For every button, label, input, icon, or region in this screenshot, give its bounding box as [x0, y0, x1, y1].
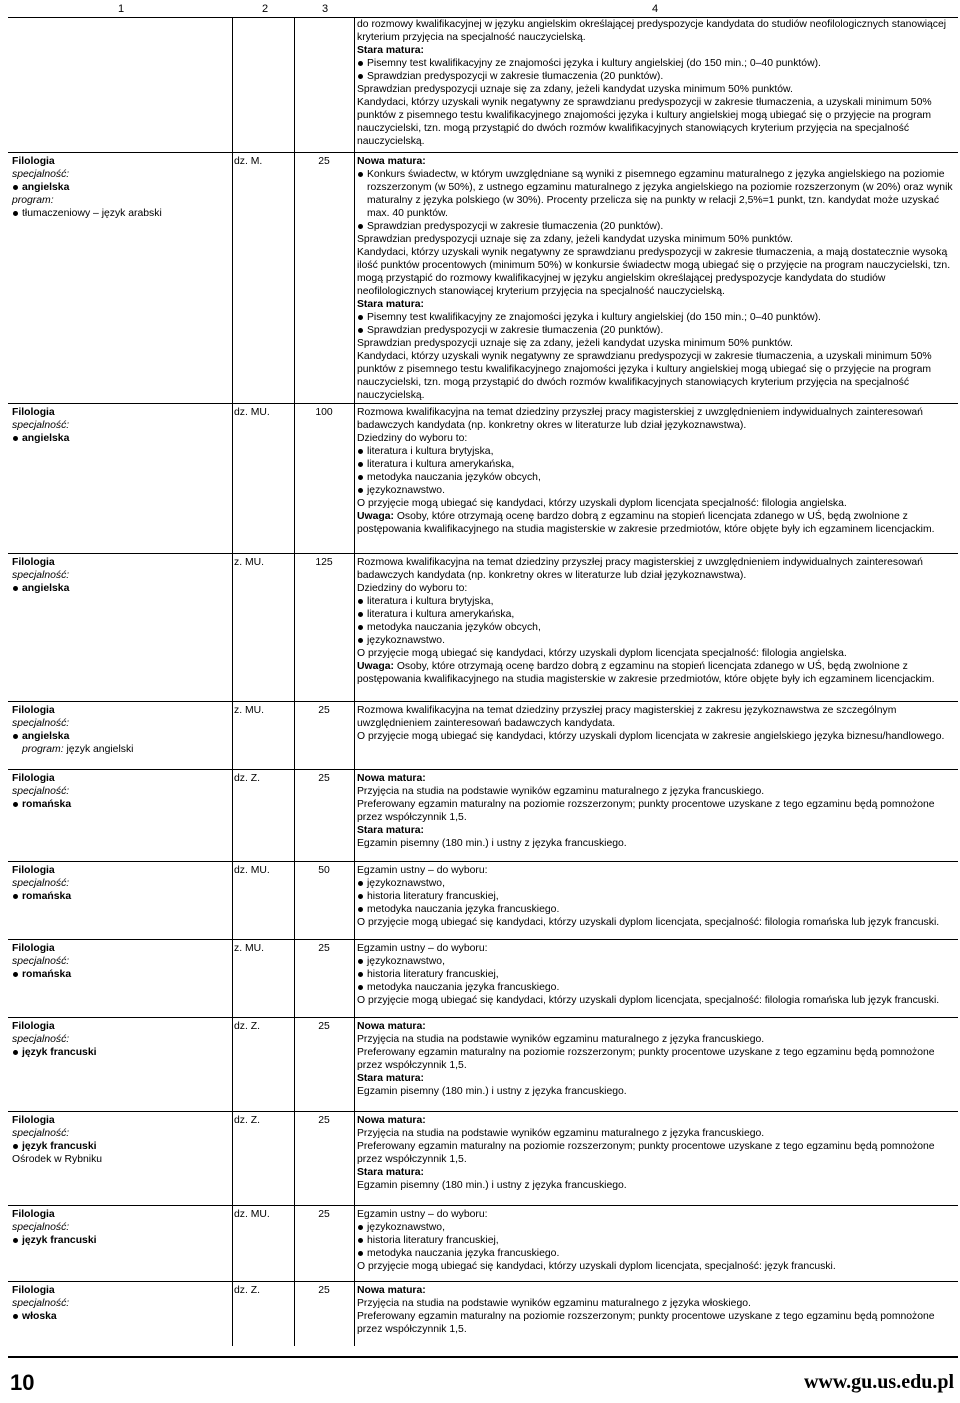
specialty-label: specjalność: [12, 1222, 70, 1233]
study-mode: z. MU. [234, 943, 265, 954]
study-mode: dz. MU. [234, 1209, 270, 1220]
study-mode: dz. MU. [234, 407, 270, 418]
paragraph: Dziedziny do wyboru to: [357, 583, 468, 594]
specialty-label: specjalność: [12, 956, 70, 967]
page-footer [0, 1356, 960, 1403]
faculty-name: Filologia [12, 407, 55, 418]
list-item: metodyka nauczania języka francuskiego. [357, 981, 956, 994]
paragraph: Przyjęcia na studia na podstawie wyników egzaminu maturalnego z języka francuskiego. [357, 1128, 765, 1139]
faculty-name: Filologia [12, 1285, 55, 1296]
list-item: historia literatury francuskiej, [357, 1234, 956, 1247]
specialty-name: angielska [12, 582, 232, 595]
paragraph: O przyjęcie mogą ubiegać się kandydaci, którzy uzyskali dyplom licencjata, specjalność: filologia romańska lub język francuski. [357, 917, 940, 928]
specialty-name: romańska [12, 798, 232, 811]
paragraph: Przyjęcia na studia na podstawie wyników egzaminu maturalnego z języka francuskiego. [357, 786, 765, 797]
specialty-name: romańska [12, 890, 232, 903]
specialty-label: specjalność: [12, 570, 70, 581]
list-item: językoznawstwo. [357, 484, 956, 497]
requirements-cell [357, 1020, 956, 1098]
specialty-name: włoska [12, 1310, 232, 1323]
faculty-cell [12, 406, 232, 445]
faculty-name: Filologia [12, 557, 55, 568]
paragraph: Egzamin pisemny (180 min.) i ustny z języka francuskiego. [357, 838, 627, 849]
list-item: literatura i kultura amerykańska, [357, 458, 956, 471]
list-item: Pisemny test kwalifikacyjny ze znajomości języka i kultury angielskiej (do 150 min.; 0–40 punktów). [357, 57, 956, 70]
paragraph: Dziedziny do wyboru to: [357, 433, 468, 444]
paragraph: do rozmowy kwalifikacyjnej w języku angielskim określającej predyspozycje kandydata do studiów neofilologicznych stanowiącej kryterium przyjęcia na specjalność nauczycielską. [357, 19, 947, 43]
list-item: językoznawstwo, [357, 1221, 956, 1234]
program-name: język angielski [66, 744, 134, 755]
list-item: Pisemny test kwalifikacyjny ze znajomości języka i kultury angielskiej (do 150 min.; 0–40 punktów). [357, 311, 956, 324]
paragraph: Rozmowa kwalifikacyjna na temat dziedziny przyszłej pracy magisterskiej z zakresu językoznawstwa ze szczególnym uwzględnieniem zainteresowań badawczych kandydata. [357, 705, 897, 729]
faculty-name: Filologia [12, 1115, 55, 1126]
places-count: 25 [318, 1021, 330, 1032]
program-line [12, 743, 232, 756]
faculty-cell [12, 556, 232, 595]
study-mode: z. MU. [234, 705, 265, 716]
faculty-cell [12, 1284, 232, 1323]
places-count: 25 [318, 943, 330, 954]
study-mode: z. MU. [234, 557, 265, 568]
places-count: 25 [318, 705, 330, 716]
footer-rule [8, 1356, 958, 1358]
requirements-cell [357, 1284, 956, 1336]
requirements-cell [357, 704, 956, 743]
note-paragraph [357, 510, 956, 536]
section-label: Stara matura: [357, 825, 424, 836]
list-item: językoznawstwo, [357, 955, 956, 968]
list-item: Sprawdzian predyspozycji w zakresie tłumaczenia (20 punktów). [357, 220, 956, 233]
location-note: Ośrodek w Rybniku [12, 1154, 103, 1165]
faculty-cell [12, 155, 232, 220]
section-label: Nowa matura: [357, 156, 426, 167]
section-label: Nowa matura: [357, 1285, 426, 1296]
paragraph: Sprawdzian predyspozycji uznaje się za zdany, jeżeli kandydat uzyska minimum 50% punktów. [357, 234, 793, 245]
footer-url[interactable]: www.gu.us.edu.pl [803, 1371, 954, 1393]
specialty-name: język francuski [12, 1234, 232, 1247]
note-text: Osoby, które otrzymają ocenę bardzo dobrą z egzaminu na stopień licencjata zdanego w UŚ, będą zwolnione z postępowania kwalifikacyjnego na studia magisterskie w zakresie przedmiotów, które objęte były ich egzaminem licencjackim. [357, 511, 935, 535]
specialty-label: specjalność: [12, 1034, 70, 1045]
list-item: historia literatury francuskiej, [357, 968, 956, 981]
faculty-cell [12, 1114, 232, 1166]
paragraph: Kandydaci, którzy uzyskali wynik negatywny ze sprawdzianu predyspozycji w zakresie tłumaczenia, a uzyskali minimum 50% punktów z pisemnego testu kwalifikacyjnego znajomości języka i kultury angielskiej mogą ubiegać się o przyjęcie na program nauczycielski, tzn. mogą przystąpić do dwóch rozmów kwalifikacyjnych stanowiących kryterium przyjęcia na specjalność nauczycielską. [357, 97, 932, 147]
requirements-cell [357, 406, 956, 536]
specialty-label: specjalność: [12, 169, 70, 180]
row-divider [8, 403, 958, 404]
paragraph: O przyjęcie mogą ubiegać się kandydaci, którzy uzyskali dyplom licencjata w zakresie angielskiego języka biznesu/handlowego. [357, 731, 945, 742]
paragraph: Przyjęcia na studia na podstawie wyników egzaminu maturalnego z języka francuskiego. [357, 1034, 765, 1045]
section-label: Stara matura: [357, 1167, 424, 1178]
paragraph: Egzamin pisemny (180 min.) i ustny z języka francuskiego. [357, 1086, 627, 1097]
list-item: Sprawdzian predyspozycji w zakresie tłumaczenia (20 punktów). [357, 70, 956, 83]
paragraph: Rozmowa kwalifikacyjna na temat dziedziny przyszłej pracy magisterskiej z uwzględnieniem indywidualnych zainteresowań badawczych kandydata (np. konkretny okres w literaturze lub dział językoznawstwa). [357, 557, 923, 581]
column-header-4: 4 [652, 3, 659, 15]
paragraph: Rozmowa kwalifikacyjna na temat dziedziny przyszłej pracy magisterskiej z uwzględnieniem indywidualnych zainteresowań badawczych kandydata (np. konkretny okres w literaturze lub dział językoznawstwa). [357, 407, 923, 431]
faculty-name: Filologia [12, 773, 55, 784]
program-name: tłumaczeniowy – język arabski [12, 207, 232, 220]
places-count: 100 [315, 407, 333, 418]
paragraph: Sprawdzian predyspozycji uznaje się za zdany, jeżeli kandydat uzyska minimum 50% punktów. [357, 84, 793, 95]
faculty-cell [12, 1208, 232, 1247]
column-header-1: 1 [118, 3, 125, 15]
specialty-label: specjalność: [12, 786, 70, 797]
section-label: Stara matura: [357, 45, 424, 56]
study-mode: dz. Z. [234, 1285, 260, 1296]
specialty-name: język francuski [12, 1140, 232, 1153]
row-divider [8, 1205, 958, 1206]
paragraph: Egzamin ustny – do wyboru: [357, 865, 488, 876]
list-item: językoznawstwo. [357, 634, 956, 647]
faculty-name: Filologia [12, 1021, 55, 1032]
section-label: Stara matura: [357, 1073, 424, 1084]
admission-table [8, 18, 958, 1346]
paragraph: Sprawdzian predyspozycji uznaje się za zdany, jeżeli kandydat uzyska minimum 50% punktów. [357, 338, 793, 349]
faculty-cell [12, 864, 232, 903]
list-item: językoznawstwo, [357, 877, 956, 890]
section-label: Nowa matura: [357, 773, 426, 784]
note-text: Osoby, które otrzymają ocenę bardzo dobrą z egzaminu na stopień licencjata zdanego w UŚ, będą zwolnione z postępowania kwalifikacyjnego na studia magisterskie w zakresie przedmiotów, które objęte były ich egzaminem licencjackim. [357, 661, 935, 685]
requirements-cell [357, 772, 956, 850]
list-item: metodyka nauczania języka francuskiego. [357, 903, 956, 916]
row-divider [8, 553, 958, 554]
requirements-cell [357, 556, 956, 686]
places-count: 125 [315, 557, 333, 568]
faculty-name: Filologia [12, 156, 55, 167]
study-mode: dz. M. [234, 156, 263, 167]
study-mode: dz. Z. [234, 773, 260, 784]
faculty-name: Filologia [12, 943, 55, 954]
paragraph: O przyjęcie mogą ubiegać się kandydaci, którzy uzyskali dyplom licencjata, specjalność: filologia romańska lub język francuski. [357, 995, 940, 1006]
requirements-cell [357, 18, 956, 148]
faculty-cell [12, 942, 232, 981]
note-paragraph [357, 660, 956, 686]
row-divider [8, 1281, 958, 1282]
places-count: 25 [318, 156, 330, 167]
faculty-name: Filologia [12, 1209, 55, 1220]
requirements-cell [357, 1114, 956, 1192]
paragraph: Preferowany egzamin maturalny na poziomie rozszerzonym; punkty procentowe uzyskane z tego egzaminu będą pomnożone przez współczynnik 1,5. [357, 1047, 935, 1071]
specialty-label: specjalność: [12, 718, 70, 729]
program-label: program: [12, 195, 54, 206]
paragraph: O przyjęcie mogą ubiegać się kandydaci, którzy uzyskali dyplom licencjata specjalność: filologia angielska. [357, 498, 847, 509]
specialty-label: specjalność: [12, 1298, 70, 1309]
page-number: 10 [10, 1370, 35, 1395]
row-divider [8, 861, 958, 862]
paragraph: Egzamin ustny – do wyboru: [357, 1209, 488, 1220]
study-mode: dz. Z. [234, 1115, 260, 1126]
list-item: metodyka nauczania języków obcych, [357, 621, 956, 634]
places-count: 50 [318, 865, 330, 876]
section-label: Nowa matura: [357, 1115, 426, 1126]
list-item: literatura i kultura amerykańska, [357, 608, 956, 621]
list-item: literatura i kultura brytyjska, [357, 445, 956, 458]
column-header-3: 3 [322, 3, 329, 15]
column-header-2: 2 [262, 3, 269, 15]
row-divider [8, 1017, 958, 1018]
list-item: Konkurs świadectw, w którym uwzględniane są wyniki z pisemnego egzaminu maturalnego z języka angielskiego na poziomie rozszerzonym (w 50%), z ustnego egzaminu maturalnego z języka angielskiego na poziomie rozszerzonym (w 20%) oraz wynik maturalny z języka polskiego (w 30%). Procenty przelicza się na punkty w relacji 2,5%=1 punkt, tzn. kandydat może uzyskać max. 40 punktów. [357, 168, 956, 220]
row-divider [8, 939, 958, 940]
list-item: metodyka nauczania języków obcych, [357, 471, 956, 484]
specialty-label: specjalność: [12, 420, 70, 431]
faculty-cell [12, 704, 232, 756]
list-item: Sprawdzian predyspozycji w zakresie tłumaczenia (20 punktów). [357, 324, 956, 337]
row-divider [8, 701, 958, 702]
list-item: metodyka nauczania języka francuskiego. [357, 1247, 956, 1260]
row-divider [8, 769, 958, 770]
places-count: 25 [318, 773, 330, 784]
paragraph: Egzamin ustny – do wyboru: [357, 943, 488, 954]
section-label: Stara matura: [357, 299, 424, 310]
faculty-cell [12, 1020, 232, 1059]
requirements-cell [357, 1208, 956, 1273]
paragraph: O przyjęcie mogą ubiegać się kandydaci, którzy uzyskali dyplom licencjata, specjalność: język francuski. [357, 1261, 836, 1272]
section-label: Nowa matura: [357, 1021, 426, 1032]
specialty-name: język francuski [12, 1046, 232, 1059]
specialty-name: angielska [12, 181, 232, 194]
paragraph: Przyjęcia na studia na podstawie wyników egzaminu maturalnego z języka włoskiego. [357, 1298, 751, 1309]
places-count: 25 [318, 1285, 330, 1296]
specialty-name: angielska [12, 730, 232, 743]
places-count: 25 [318, 1115, 330, 1126]
specialty-name: angielska [12, 432, 232, 445]
paragraph: Preferowany egzamin maturalny na poziomie rozszerzonym; punkty procentowe uzyskane z tego egzaminu będą pomnożone przez współczynnik 1,5. [357, 1311, 935, 1335]
note-label: Uwaga: [357, 661, 394, 672]
specialty-label: specjalność: [12, 1128, 70, 1139]
study-mode: dz. Z. [234, 1021, 260, 1032]
list-item: historia literatury francuskiej, [357, 890, 956, 903]
faculty-name: Filologia [12, 705, 55, 716]
paragraph: Preferowany egzamin maturalny na poziomie rozszerzonym; punkty procentowe uzyskane z tego egzaminu będą pomnożone przez współczynnik 1,5. [357, 799, 935, 823]
row-divider [8, 152, 958, 153]
specialty-label: specjalność: [12, 878, 70, 889]
places-count: 25 [318, 1209, 330, 1220]
paragraph: Kandydaci, którzy uzyskali wynik negatywny ze sprawdzianu predyspozycji w zakresie tłumaczenia, a mają dostatecznie wysoką ilość punktów procentowych (minimum 50%) w konkursie świadectw mogą ubiegać się o przyjęcie na program nauczycielski, tzn. mogą przystąpić do rozmowy kwalifikacyjnej w języku angielskim określającej predyspozycje kandydata do studiów neofilologicznych stanowiącej kryterium przyjęcia na specjalność nauczycielską. [357, 247, 951, 297]
specialty-name: romańska [12, 968, 232, 981]
study-mode: dz. MU. [234, 865, 270, 876]
paragraph: O przyjęcie mogą ubiegać się kandydaci, którzy uzyskali dyplom licencjata specjalność: filologia angielska. [357, 648, 847, 659]
paragraph: Preferowany egzamin maturalny na poziomie rozszerzonym; punkty procentowe uzyskane z tego egzaminu będą pomnożone przez współczynnik 1,5. [357, 1141, 935, 1165]
program-label: program: [22, 744, 64, 755]
note-label: Uwaga: [357, 511, 394, 522]
column-headers [0, 3, 960, 17]
requirements-cell [357, 942, 956, 1007]
paragraph: Kandydaci, którzy uzyskali wynik negatywny ze sprawdzianu predyspozycji w zakresie tłumaczenia, a uzyskali minimum 50% punktów z pisemnego testu kwalifikacyjnego znajomości języka i kultury angielskiej mogą ubiegać się o przyjęcie na program nauczycielski, tzn. mogą przystąpić do dwóch rozmów kwalifikacyjnych stanowiących kryterium przyjęcia na specjalność nauczycielską. [357, 351, 932, 401]
faculty-name: Filologia [12, 865, 55, 876]
requirements-cell [357, 864, 956, 929]
faculty-cell [12, 772, 232, 811]
paragraph: Egzamin pisemny (180 min.) i ustny z języka francuskiego. [357, 1180, 627, 1191]
list-item: literatura i kultura brytyjska, [357, 595, 956, 608]
row-divider [8, 1111, 958, 1112]
requirements-cell [357, 155, 956, 402]
